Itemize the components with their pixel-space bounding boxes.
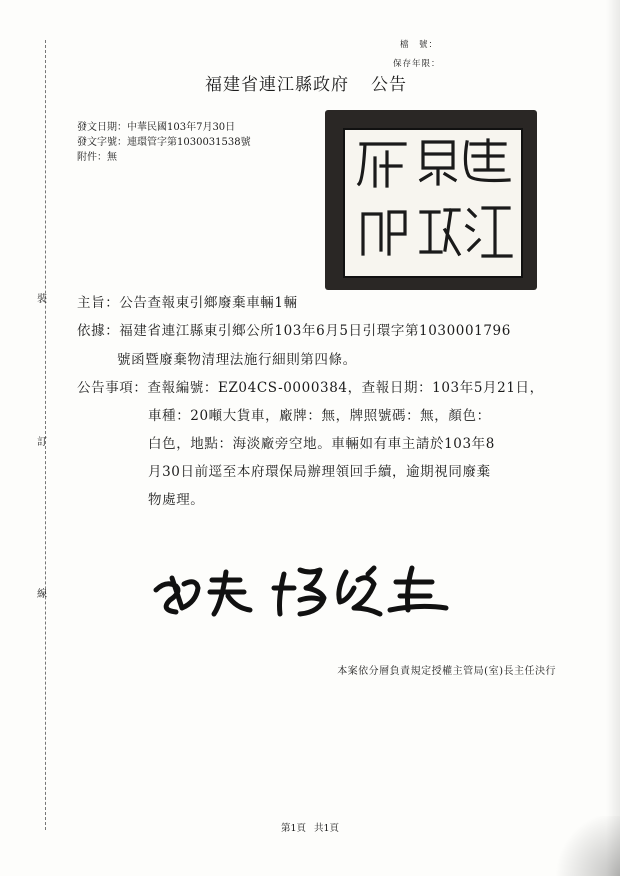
- notice-line-1: 公告事項：查報編號：EZ04CS-0000384，查報日期：103年5月21日，: [77, 380, 544, 396]
- issue-date: 發文日期：中華民國103年7月30日: [77, 122, 236, 133]
- document-title: [205, 70, 407, 95]
- notice-line-5: 物處理。: [148, 492, 205, 508]
- magistrate-signature: [150, 560, 480, 620]
- subject-line: 主旨：公告查報東引鄉廢棄車輛1輛: [77, 295, 298, 311]
- notice-line-4: 月30日前逕至本府環保局辦理領回手續，逾期視同廢棄: [148, 464, 491, 480]
- page-total: 共1頁: [314, 823, 340, 834]
- attachment: 附件：無: [77, 152, 117, 163]
- binding-mark-xian: 線: [37, 589, 47, 600]
- scan-edge-shadow: [606, 0, 620, 876]
- page-number: [0, 820, 620, 834]
- document-number: 發文字號：連環管字第1030031538號: [77, 137, 251, 148]
- notice-line-3: 白色，地點：海淡廠旁空地。車輛如有車主請於103年8: [148, 436, 495, 452]
- basis-line-2: 號函暨廢棄物清理法施行細則第四條。: [117, 352, 357, 368]
- page-current: 第1頁: [280, 823, 306, 834]
- notice-line-2: 車種：20噸大貨車，廠牌：無，牌照號碼：無，顏色：: [148, 408, 491, 424]
- archive-number-label: 檔 號：: [400, 40, 439, 50]
- retention-period-label: 保存年限：: [393, 59, 441, 69]
- binding-mark-zhuang: 裝: [37, 294, 47, 305]
- basis-line-1: 依據：福建省連江縣東引鄉公所103年6月5日引環字第1030001796: [77, 323, 511, 339]
- issuer-name: 福建省連江縣政府: [205, 75, 349, 95]
- binding-mark-ding: 訂: [37, 437, 47, 448]
- document-type: 公告: [371, 75, 407, 95]
- seal-face: [343, 128, 523, 278]
- seal-characters-graphic: [345, 130, 521, 276]
- official-seal: [325, 110, 537, 290]
- authorization-note: 本案依分層負責規定授權主管局(室)長主任決行: [337, 666, 556, 677]
- scan-corner-shadow: [550, 816, 620, 876]
- signature-graphic: [150, 560, 480, 620]
